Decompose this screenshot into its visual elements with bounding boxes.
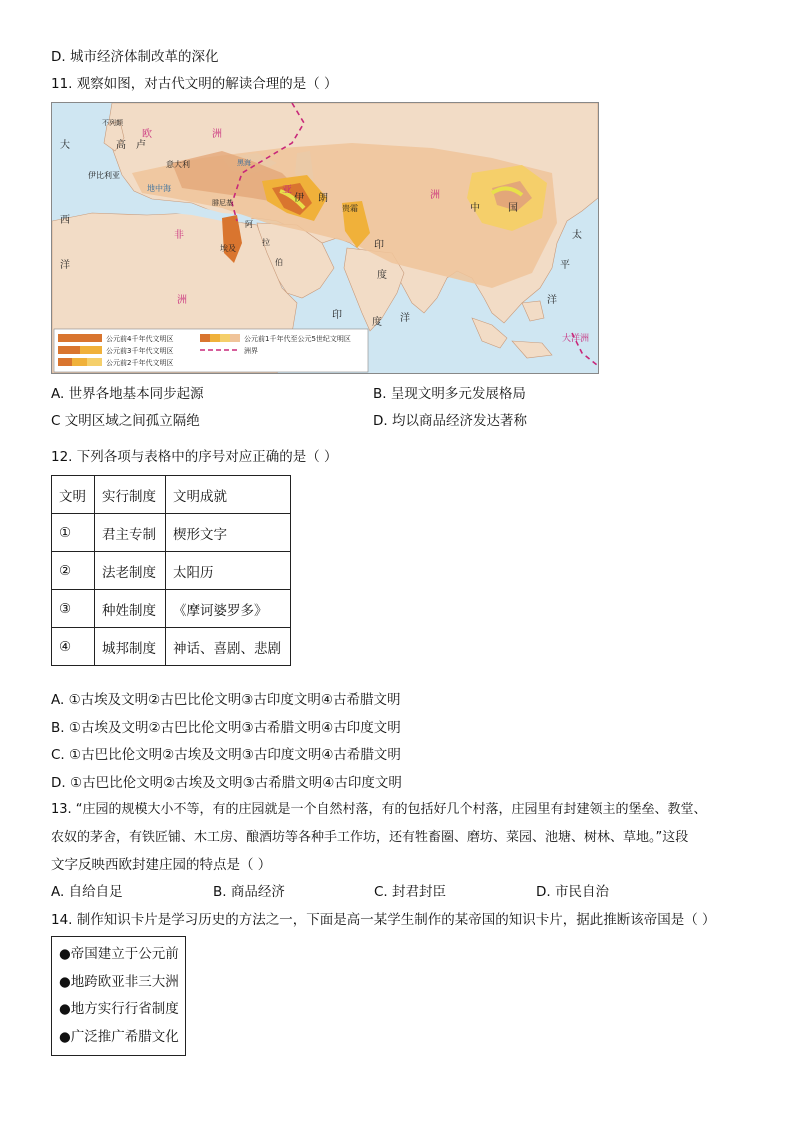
label-africa-1: 非: [174, 230, 184, 241]
label-black-sea: 黑海: [237, 159, 251, 167]
label-europe-1: 欧: [142, 129, 152, 140]
table-header-cell: 文明: [52, 476, 95, 514]
legend-swatch-1k-a: [200, 334, 210, 342]
label-atlantic-1: 大: [60, 140, 70, 151]
label-gaul-2: 卢: [136, 140, 146, 151]
legend-swatch-2k-a: [58, 358, 72, 366]
label-mediterranean: 地中海: [147, 184, 171, 193]
q12-table: [51, 475, 291, 666]
label-indian-ocean-2: 度: [372, 317, 382, 328]
label-indian-ocean-1: 印: [332, 310, 342, 321]
table-header-cell: 实行制度: [95, 476, 166, 514]
label-indian-ocean-3: 洋: [400, 313, 410, 324]
card-item: ●帝国建立于公元前: [59, 946, 179, 962]
label-pacific-1: 太: [572, 230, 582, 241]
label-phoenicia: 腓尼基: [212, 199, 233, 207]
table-row: [52, 628, 291, 666]
card-item: ●地跨欧亚非三大洲: [59, 973, 179, 990]
q11-option-b[interactable]: B. 呈现文明多元发展格局: [373, 386, 526, 402]
legend-swatch-1k-c: [220, 334, 230, 342]
q13-option-a[interactable]: A. 自给自足: [51, 884, 123, 900]
q11-option-c[interactable]: C 文明区域之间孤立隔绝: [51, 413, 200, 429]
q13-option-c[interactable]: C. 封君封臣: [374, 884, 447, 900]
q12-option-b[interactable]: B. ①古埃及文明②古巴比伦文明③古希腊文明④古印度文明: [51, 720, 401, 736]
label-italy: 意大利: [166, 160, 190, 169]
q14-stem: 14. 制作知识卡片是学习历史的方法之一，下面是高一某学生制作的某帝国的知识卡片，据此推断该帝国是（ ）: [51, 912, 716, 928]
label-asia-1: 亚: [282, 185, 292, 196]
q13-text-line-2: 农奴的茅舍，有铁匠铺、木工房、酿酒坊等各种手工作坊，还有牲畜圈、磨坊、菜园、池塘、树林、草地。”这段: [51, 830, 689, 845]
q11-civilization-map: [51, 102, 599, 374]
legend-label-boundary: 洲界: [244, 347, 258, 355]
label-arabia-2: 拉: [262, 238, 270, 247]
legend-swatch-1k-b: [210, 334, 220, 342]
label-china-1: 中: [470, 203, 480, 214]
q13-option-b[interactable]: B. 商品经济: [213, 884, 285, 900]
table-cell: 种姓制度: [95, 590, 166, 628]
label-arabia-3: 伯: [275, 258, 283, 267]
label-pacific-2: 平: [560, 260, 570, 271]
label-iberia: 伊比利亚: [88, 171, 120, 180]
table-cell: 君主专制: [95, 514, 166, 552]
table-row: [52, 552, 291, 590]
q11-option-a[interactable]: A. 世界各地基本同步起源: [51, 386, 204, 402]
table-cell: ③: [52, 590, 95, 628]
table-cell: 楔形文字: [166, 514, 291, 552]
label-china-2: 国: [508, 203, 518, 214]
label-kushan: 贵霜: [342, 204, 358, 213]
q13-option-d[interactable]: D. 市民自治: [536, 884, 609, 900]
legend-swatch-3k-b: [80, 346, 102, 354]
q13-text-line-1: 13. “庄园的规模大小不等，有的庄园就是一个自然村落，有的包括好几个村落，庄园里有封建领主的堡垒、教堂、: [51, 802, 707, 817]
q12-option-d[interactable]: D. ①古巴比伦文明②古埃及文明③古希腊文明④古印度文明: [51, 775, 402, 791]
label-iran-2: 朗: [318, 193, 328, 204]
label-india-1: 印: [374, 240, 384, 251]
legend-label-3k: 公元前3千年代文明区: [106, 347, 174, 355]
legend-label-2k: 公元前2千年代文明区: [106, 359, 174, 367]
table-cell: ①: [52, 514, 95, 552]
q12-option-c[interactable]: C. ①古巴比伦文明②古埃及文明③古印度文明④古希腊文明: [51, 747, 401, 763]
legend-label-1k: 公元前1千年代至公元5世纪文明区: [244, 335, 351, 343]
legend-swatch-2k-c: [87, 358, 102, 366]
map-legend: [54, 329, 368, 372]
table-cell: 《摩诃婆罗多》: [166, 590, 291, 628]
label-atlantic-2: 西: [60, 215, 70, 226]
q12-option-a[interactable]: A. ①古埃及文明②古巴比伦文明③古印度文明④古希腊文明: [51, 692, 401, 708]
table-cell: 神话、喜剧、悲剧: [166, 628, 291, 666]
label-europe-2: 洲: [212, 129, 222, 140]
label-gaul-1: 高: [116, 140, 126, 151]
q12-stem: 12. 下列各项与表格中的序号对应正确的是（ ）: [51, 449, 338, 465]
table-cell: 法老制度: [95, 552, 166, 590]
label-africa-2: 洲: [177, 295, 187, 306]
q14-knowledge-card: [51, 936, 186, 1056]
table-cell: 太阳历: [166, 552, 291, 590]
label-britain: 不列颠: [102, 119, 123, 127]
table-header-cell: 文明成就: [166, 476, 291, 514]
label-oceania: 大洋洲: [562, 334, 590, 344]
legend-swatch-2k-b: [72, 358, 87, 366]
legend-swatch-4k: [58, 334, 102, 342]
label-egypt: 埃及: [220, 244, 236, 253]
label-pacific-3: 洋: [547, 295, 557, 306]
table-cell: 城邦制度: [95, 628, 166, 666]
legend-swatch-1k-d: [230, 334, 240, 342]
q13-text-line-3: 文字反映西欧封建庄园的特点是（ ）: [51, 857, 272, 873]
label-iran-1: 伊: [294, 193, 304, 204]
q11-stem: 11. 观察如图，对古代文明的解读合理的是（ ）: [51, 76, 338, 92]
q11-option-d[interactable]: D. 均以商品经济发达著称: [373, 413, 527, 429]
label-asia-2: 洲: [430, 190, 440, 201]
legend-swatch-3k-a: [58, 346, 80, 354]
table-cell: ④: [52, 628, 95, 666]
label-india-2: 度: [377, 270, 387, 281]
label-arabia-1: 阿: [245, 220, 253, 229]
table-row: [52, 590, 291, 628]
card-item: ●地方实行行省制度: [59, 1001, 179, 1017]
table-header-row: [52, 476, 291, 514]
q10-option-d: D. 城市经济体制改革的深化: [51, 49, 219, 65]
legend-label-4k: 公元前4千年代文明区: [106, 335, 174, 343]
table-cell: ②: [52, 552, 95, 590]
label-atlantic-3: 洋: [60, 260, 70, 271]
table-row: [52, 514, 291, 552]
card-item: ●广泛推广希腊文化: [59, 1028, 179, 1045]
